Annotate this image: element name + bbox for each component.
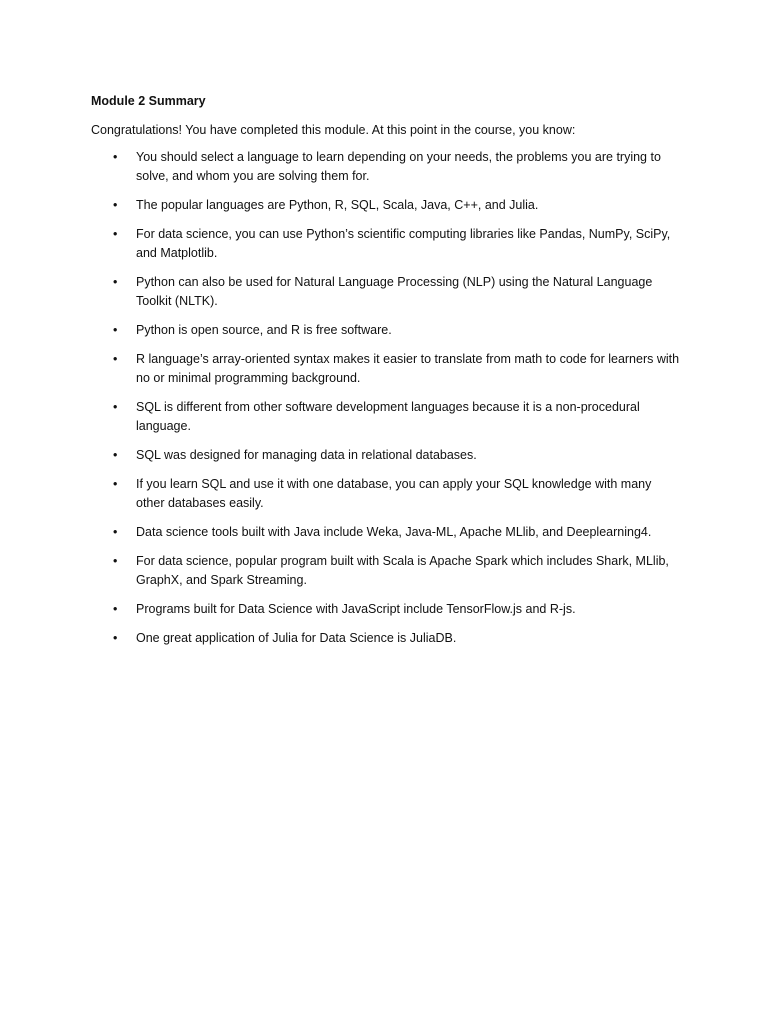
list-item-text: For data science, popular program built with Scala is Apache Spark which includes Shark, MLlib, GraphX, and Spark Streaming. — [136, 554, 669, 587]
page-title: Module 2 Summary — [91, 94, 206, 108]
bullet-icon: • — [113, 477, 118, 491]
list-item — [91, 321, 681, 340]
bullet-icon: • — [113, 631, 118, 645]
list-item — [91, 446, 681, 465]
bullet-icon: • — [113, 323, 118, 337]
list-item-text: Programs built for Data Science with JavaScript include TensorFlow.js and R-js. — [136, 602, 576, 616]
summary-list — [91, 148, 681, 648]
list-item-text: Python is open source, and R is free software. — [136, 323, 392, 337]
list-item — [91, 196, 681, 215]
bullet-icon: • — [113, 352, 118, 366]
bullet-icon: • — [113, 602, 118, 616]
bullet-icon: • — [113, 400, 118, 414]
list-item-text: For data science, you can use Python’s scientific computing libraries like Pandas, NumPy, SciPy, and Matplotlib. — [136, 227, 671, 260]
list-item-text: The popular languages are Python, R, SQL, Scala, Java, C++, and Julia. — [136, 198, 539, 212]
list-item-text: SQL was designed for managing data in relational databases. — [136, 448, 477, 462]
bullet-icon: • — [113, 275, 118, 289]
bullet-icon: • — [113, 448, 118, 462]
intro-paragraph: Congratulations! You have completed this module. At this point in the course, you know: — [91, 123, 576, 137]
bullet-icon: • — [113, 525, 118, 539]
list-item — [91, 552, 681, 590]
bullet-icon: • — [113, 554, 118, 568]
document-body — [91, 93, 681, 658]
list-item — [91, 148, 681, 186]
list-item — [91, 398, 681, 436]
list-item — [91, 475, 681, 513]
list-item — [91, 629, 681, 648]
bullet-icon: • — [113, 227, 118, 241]
list-item-text: Python can also be used for Natural Language Processing (NLP) using the Natural Language Toolkit (NLTK). — [136, 275, 653, 308]
list-item — [91, 225, 681, 263]
list-item-text: You should select a language to learn depending on your needs, the problems you are trying to solve, and whom you are solving them for. — [136, 150, 661, 183]
list-item — [91, 350, 681, 388]
list-item — [91, 600, 681, 619]
list-item-text: R language’s array-oriented syntax makes it easier to translate from math to code for learners with no or minimal programming background. — [136, 352, 680, 385]
list-item-text: Data science tools built with Java include Weka, Java-ML, Apache MLlib, and Deeplearning4. — [136, 525, 652, 539]
bullet-icon: • — [113, 150, 118, 164]
bullet-icon: • — [113, 198, 118, 212]
list-item-text: If you learn SQL and use it with one database, you can apply your SQL knowledge with many other databases easily. — [136, 477, 652, 510]
list-item-text: SQL is different from other software development languages because it is a non-procedural language. — [136, 400, 640, 433]
list-item — [91, 273, 681, 311]
list-item-text: One great application of Julia for Data Science is JuliaDB. — [136, 631, 457, 645]
list-item — [91, 523, 681, 542]
